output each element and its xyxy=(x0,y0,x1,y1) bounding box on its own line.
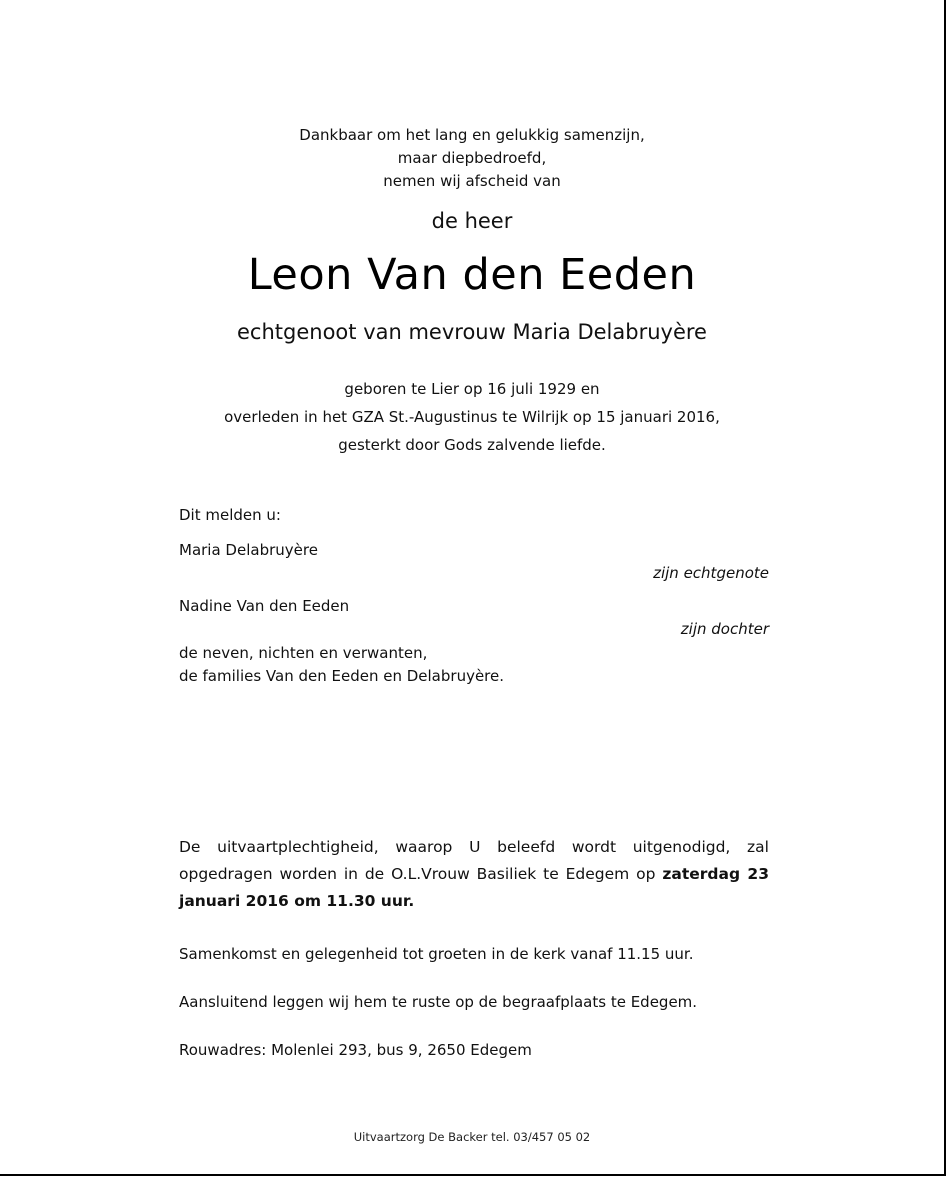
announcer-name: Maria Delabruyère xyxy=(179,541,318,559)
intro-line-2: maar diepbedroefd, xyxy=(397,149,547,167)
address-text: Rouwadres: Molenlei 293, bus 9, 2650 Edegem xyxy=(179,1041,532,1059)
death-line: overleden in het GZA St.-Augustinus te Wilrijk op 15 januari 2016, xyxy=(224,408,720,426)
burial-text: Aansluitend leggen wij hem te ruste op de begraafplaats te Edegem. xyxy=(179,993,698,1011)
honorific: de heer xyxy=(431,209,513,233)
funeral-home-footer: Uitvaartzorg De Backer tel. 03/457 05 02 xyxy=(353,1130,591,1144)
ceremony-text: De uitvaartplechtigheid, waarop U beleefd wordt uitgenodigd, zal opgedragen worden in de O.L.Vrouw Basiliek te Edegem op xyxy=(179,838,769,883)
announcers-heading: Dit melden u: xyxy=(179,506,281,524)
ceremony-paragraph xyxy=(179,834,769,915)
life-dates xyxy=(0,375,944,459)
sacrament-line: gesterkt door Gods zalvende liefde. xyxy=(338,436,606,454)
gathering-text: Samenkomst en gelegenheid tot groeten in de kerk vanaf 11.15 uur. xyxy=(179,945,694,963)
deceased-name: Leon Van den Eeden xyxy=(247,250,697,300)
relatives-line-2: de families Van den Eeden en Delabruyère. xyxy=(179,667,505,685)
spouse-line: echtgenoot van mevrouw Maria Delabruyère xyxy=(237,320,707,344)
ceremony-date: zaterdag 23 januari 2016 om 11.30 uur. xyxy=(179,865,769,910)
announcer-name: Nadine Van den Eeden xyxy=(179,597,350,615)
announcer-role: zijn echtgenote xyxy=(653,564,769,582)
intro-line-1: Dankbaar om het lang en gelukkig samenzijn, xyxy=(299,126,645,144)
intro-line-3: nemen wij afscheid van xyxy=(383,172,561,190)
birth-line: geboren te Lier op 16 juli 1929 en xyxy=(344,380,600,398)
announcer-role: zijn dochter xyxy=(680,620,769,638)
intro-text xyxy=(0,124,944,193)
relatives-line-1: de neven, nichten en verwanten, xyxy=(179,644,428,662)
